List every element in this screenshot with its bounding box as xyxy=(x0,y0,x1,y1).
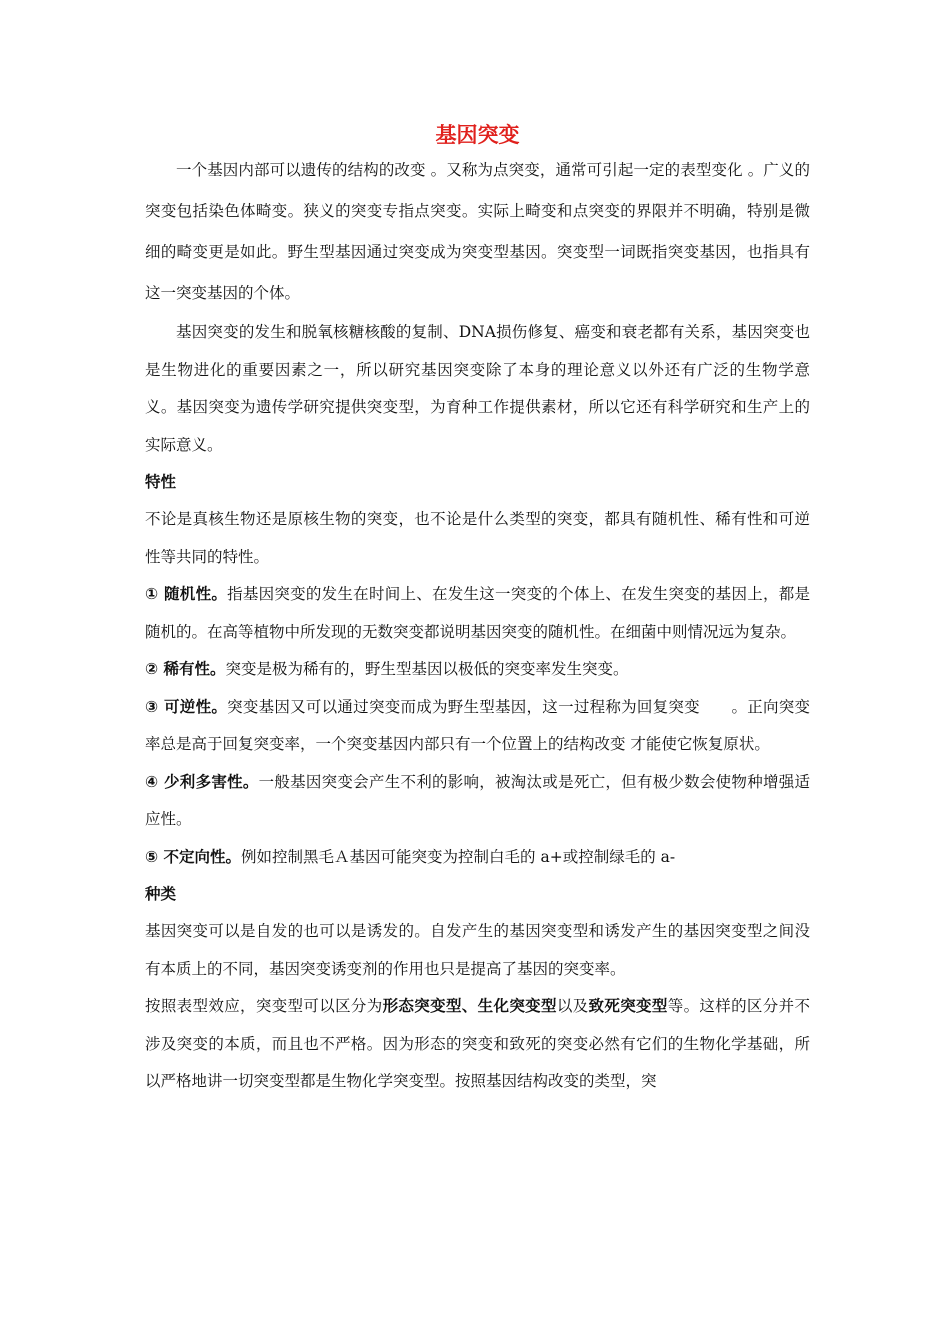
property-item xyxy=(145,689,810,764)
property-label: ⑤ 不定向性。 xyxy=(145,847,242,866)
property-text: 一般基因突变会产生不利的影响，被淘汰或是死亡，但有极少数会使物种增强适应性。 xyxy=(145,772,810,828)
term-biochemical-mutant: 生化突变型 xyxy=(477,997,557,1015)
text-run: 以及 xyxy=(556,997,589,1015)
property-item xyxy=(145,651,810,689)
property-item xyxy=(145,576,810,651)
types-paragraph-1: 基因突变可以是自发的也可以是诱发的。自发产生的基因突变型和诱发产生的基因突变型之间没有本质上的不同，基因突变诱变剂的作用也只是提高了基因的突变率。 xyxy=(145,922,810,978)
text-run: 等。这样的区分并不涉及突变的本质，而且也不严格。因为形态的突变和致死的突变必然有它们的生物化学基础，所以严格地讲一切突变型都是生物化学突变型。按照基因结构改变的类型，突 xyxy=(145,997,810,1090)
property-text: 突变是极为稀有的，野生型基因以极低的突变率发生突变。 xyxy=(225,660,629,678)
property-item xyxy=(145,839,810,877)
property-text: 突变基因又可以通过突变而成为野生型基因，这一过程称为回复突变 。正向突变率总是高于回复突变率，一个突变基因内部只有一个位置上的结构改变 才能使它恢复原状。 xyxy=(145,697,810,753)
intro-paragraph-1: 一个基因内部可以遗传的结构的改变 。又称为点突变，通常可引起一定的表型变化 。广义的突变包括染色体畸变。狭义的突变专指点突变。实际上畸变和点突变的界限并不明确，特别是微细的畸变更是如此。野生型基因通过突变成为突变型基因。突变型一词既指突变基因，也指具有这一突变基因的个体。 xyxy=(145,161,810,302)
term-lethal-mutant: 致死突变型 xyxy=(588,997,668,1015)
types-paragraph-2 xyxy=(145,988,810,1101)
property-label: ② 稀有性。 xyxy=(145,660,226,678)
property-label: ④ 少利多害性。 xyxy=(145,772,259,791)
section-heading-properties: 特性 xyxy=(145,473,177,491)
section-heading-types: 种类 xyxy=(145,885,177,903)
term-morphological-mutant: 形态突变型 xyxy=(382,997,462,1015)
document-title: 基因突变 xyxy=(435,123,520,147)
text-run: 按照表型效应，突变型可以区分为 xyxy=(145,997,383,1015)
term-separator: 、 xyxy=(461,997,478,1015)
property-text: 例如控制黑毛Ａ基因可能突变为控制白毛的 a+或控制绿毛的 a- xyxy=(241,847,676,866)
intro-paragraph-2: 基因突变的发生和脱氧核糖核酸的复制、DNA损伤修复、癌变和衰老都有关系，基因突变也是生物进化的重要因素之一，所以研究基因突变除了本身的理论意义以外还有广泛的生物学意义。基因突变为遗传学研究提供突变型，为育种工作提供素材，所以它还有科学研究和生产上的实际意义。 xyxy=(145,323,810,454)
property-text: 指基因突变的发生在时间上、在发生这一突变的个体上、在发生突变的基因上，都是随机的。在高等植物中所发现的无数突变都说明基因突变的随机性。在细菌中则情况远为复杂。 xyxy=(145,585,810,641)
property-item xyxy=(145,764,810,839)
property-label: ① 随机性。 xyxy=(145,585,228,603)
document-page xyxy=(145,120,810,1101)
property-label: ③ 可逆性。 xyxy=(145,697,228,716)
properties-intro: 不论是真核生物还是原核生物的突变，也不论是什么类型的突变，都具有随机性、稀有性和可逆性等共同的特性。 xyxy=(145,510,810,566)
